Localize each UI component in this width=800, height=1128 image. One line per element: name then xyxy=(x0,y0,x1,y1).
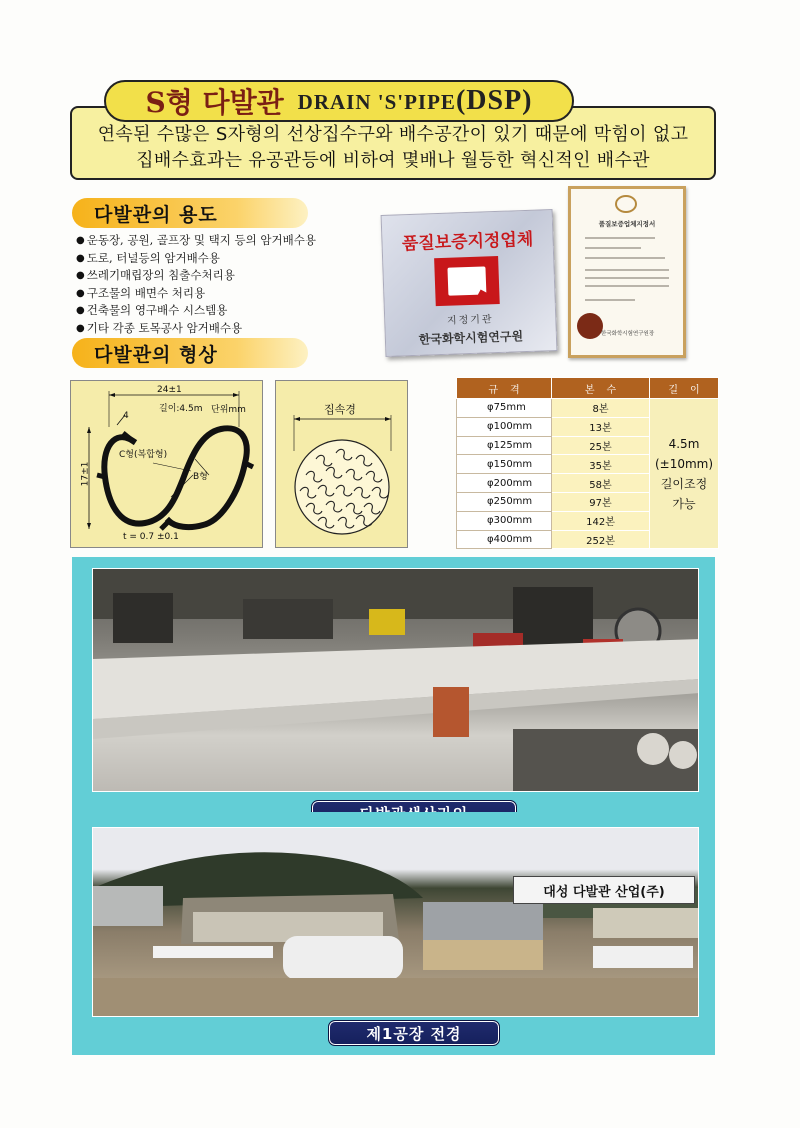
count-cell: 8본 xyxy=(552,399,650,418)
seal-icon xyxy=(577,313,603,339)
factory-sign xyxy=(513,876,695,904)
header-count: 본수 xyxy=(552,378,650,399)
count-cell: 35본 xyxy=(552,455,650,474)
count-cell: 252본 xyxy=(552,530,650,549)
bundle-diagram-panel xyxy=(275,380,408,548)
uses-list xyxy=(76,232,376,337)
list-item: ● 건축물의 영구배수 시스템용 xyxy=(76,302,376,320)
thickness-label: t = 0.7 ±0.1 xyxy=(123,532,179,542)
quality-cert-document xyxy=(568,186,686,358)
q-logo-icon xyxy=(434,256,500,306)
title-korean: S형 다발관 xyxy=(145,86,284,119)
spec-table xyxy=(456,377,719,549)
list-item: ● 운동장, 공원, 골프장 및 택지 등의 암거배수용 xyxy=(76,232,376,250)
doc-line xyxy=(585,269,669,271)
list-item: ● 구조물의 배면수 처리용 xyxy=(76,285,376,303)
length-cell xyxy=(650,399,719,549)
count-cell: 58본 xyxy=(552,474,650,493)
shape-heading-text: 다발관의 형상 xyxy=(94,343,218,366)
doc-line xyxy=(585,277,669,279)
count-cell: 97본 xyxy=(552,492,650,511)
b-type-label: B형 xyxy=(193,472,208,482)
header-size: 규격 xyxy=(457,378,552,399)
list-item: ● 도로, 터널등의 암거배수용 xyxy=(76,250,376,268)
emblem-icon xyxy=(615,195,637,213)
title-english xyxy=(298,85,533,117)
length-value: 4.5m xyxy=(668,436,700,451)
doc-line xyxy=(585,285,669,287)
unit-label: 단위mm xyxy=(211,405,246,415)
production-line-illustration xyxy=(93,569,699,792)
size-cell: φ75mm xyxy=(457,399,552,418)
factory-sign-text: 대성 다발관 산업(주) xyxy=(543,884,665,900)
doc-line xyxy=(585,247,641,249)
production-line-photo xyxy=(92,568,699,792)
s-pipe-diagram-panel xyxy=(70,380,263,548)
uses-heading-text: 다발관의 용도 xyxy=(94,203,218,226)
caption-text: 제1공장 전경 xyxy=(366,1024,462,1043)
size-cell: φ125mm xyxy=(457,436,552,455)
intro-line-2: 집배수효과는 유공관등에 비하여 몇배나 월등한 혁신적인 배수관 xyxy=(136,150,650,171)
table-row xyxy=(457,399,719,418)
count-cell: 25본 xyxy=(552,436,650,455)
height-dimension: 17±1 xyxy=(80,461,91,487)
small-dimension: 4 xyxy=(123,411,129,421)
shape-heading xyxy=(72,338,308,368)
doc-footer: 한국화학시험연구원장 xyxy=(601,331,655,337)
length-tolerance: (±10mm) xyxy=(654,456,714,471)
size-cell: φ100mm xyxy=(457,417,552,436)
count-cell: 142본 xyxy=(552,511,650,530)
size-cell: φ200mm xyxy=(457,474,552,493)
length-adjust: 길이조정 xyxy=(660,476,708,491)
count-cell: 13본 xyxy=(552,417,650,436)
title-banner xyxy=(104,80,574,122)
size-cell: φ400mm xyxy=(457,530,552,549)
doc-line xyxy=(585,299,635,301)
title-english-text: DRAIN 'S'PIPE xyxy=(297,90,456,114)
table-header-row xyxy=(457,378,719,399)
stamp-mid-text: 지정기관 xyxy=(446,314,494,327)
uses-heading xyxy=(72,198,308,228)
size-cell: φ300mm xyxy=(457,511,552,530)
length-note: 길이:4.5m xyxy=(159,404,203,414)
stamp-bottom-text: 한국화학시험연구원 xyxy=(418,329,524,347)
list-item: ● 기타 각종 토목공사 암거배수용 xyxy=(76,320,376,338)
c-type-label: C형(복합형) xyxy=(119,450,168,460)
factory-photo xyxy=(92,827,699,1017)
size-cell: φ250mm xyxy=(457,492,552,511)
header-length: 길이 xyxy=(650,378,719,399)
doc-title: 품질보증업체지정서 xyxy=(598,220,656,228)
stamp-top-text: 품질보증지정업체 xyxy=(401,229,534,255)
doc-line xyxy=(585,237,655,239)
bundle-diameter-label: 집속경 xyxy=(324,403,356,416)
title-abbr: (DSP) xyxy=(455,85,533,116)
factory-caption xyxy=(328,1020,500,1046)
factory-illustration xyxy=(93,828,699,1017)
doc-line xyxy=(585,257,665,259)
width-dimension: 24±1 xyxy=(157,385,182,395)
length-possible: 가능 xyxy=(672,496,696,511)
quality-cert-stamp xyxy=(381,209,558,357)
intro-line-1: 연속된 수많은 S자형의 선상집수구와 배수공간이 있기 때문에 막힘이 없고 xyxy=(97,124,689,145)
size-cell: φ150mm xyxy=(457,455,552,474)
list-item: ● 쓰레기매립장의 침출수처리용 xyxy=(76,267,376,285)
